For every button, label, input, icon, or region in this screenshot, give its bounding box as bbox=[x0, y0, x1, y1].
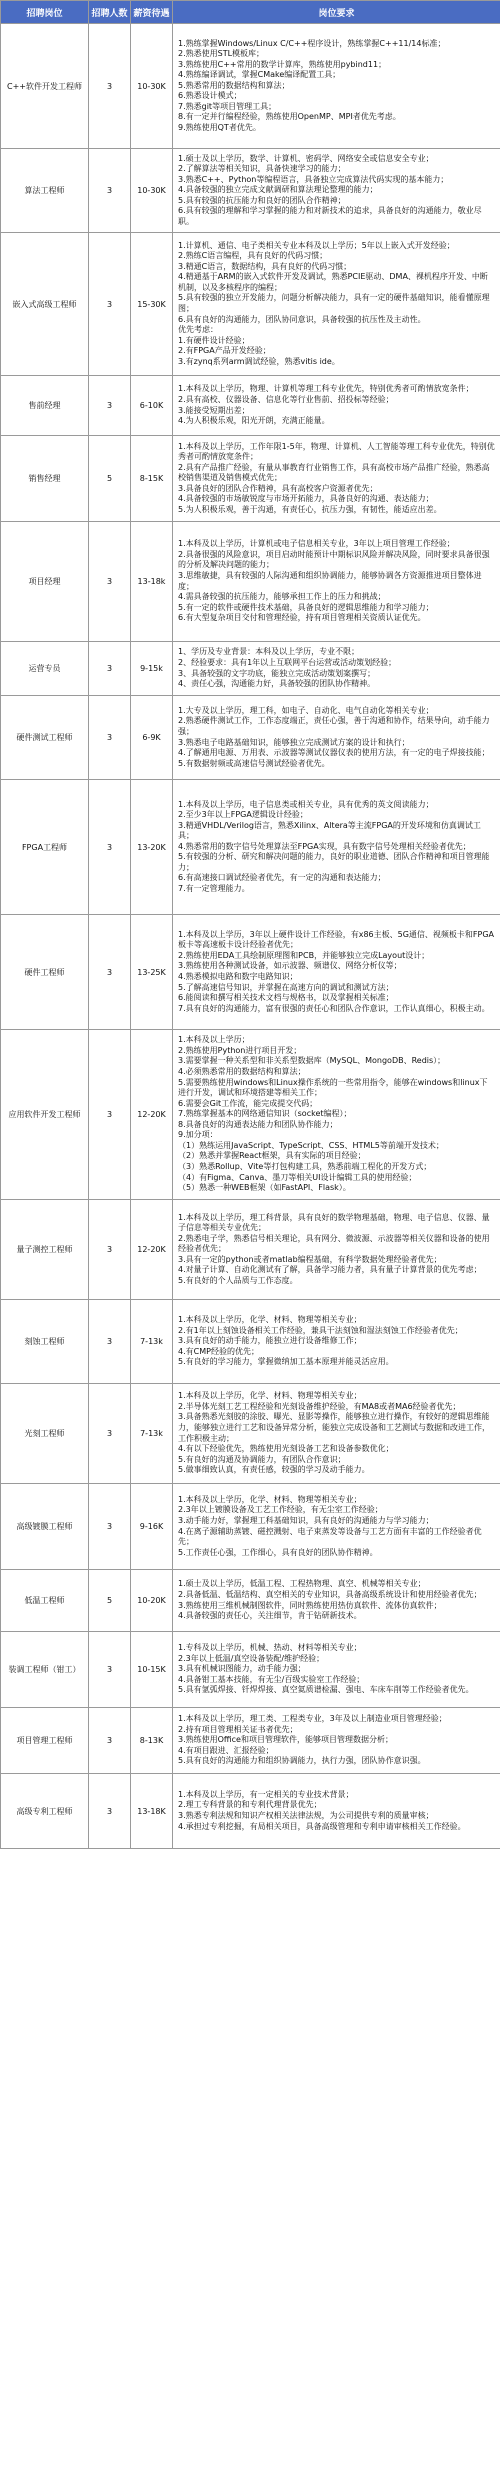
table-row bbox=[1, 376, 500, 436]
requirement-line: 1.本科及以上学历，计算机或电子信息相关专业，3年以上项目管理工作经验； bbox=[178, 539, 455, 549]
requirements-cell bbox=[173, 24, 500, 149]
requirement-line: 4.承担过专利挖掘，有局相关项目，具备高级管理和专利申请审核相关工作经验。 bbox=[178, 1821, 466, 1831]
requirement-line: 2、经验要求：具有1年以上互联网平台运营或活动策划经验； bbox=[178, 657, 397, 667]
requirement-line: 1.熟练掌握Windows/Linux C/C++程序设计，熟练掌握C++11/14标准； bbox=[178, 38, 446, 48]
requirement-line: 3.具有一定的python或者matlab编程基础，有科学数据处理经验者优先； bbox=[178, 1254, 442, 1264]
salary-cell: 12-20K bbox=[131, 1200, 173, 1300]
table-row bbox=[1, 1200, 500, 1300]
requirements-cell bbox=[173, 376, 500, 436]
position-cell: 装调工程师（钳工） bbox=[1, 1632, 89, 1708]
requirement-line: 5.具有较强的抗压能力和良好的团队合作精神； bbox=[178, 195, 346, 205]
requirement-line: 1.本科及以上学历，理工类、工程类专业，3年及以上制造业项目管理经验； bbox=[178, 1714, 447, 1724]
requirement-line: 优先考虑： bbox=[178, 325, 218, 335]
requirement-line: （5）熟悉一种WEB框架（如FastAPI、Flask）。 bbox=[178, 1183, 351, 1193]
count-cell: 3 bbox=[89, 24, 131, 149]
table-row bbox=[1, 1484, 500, 1570]
column-header-position: 招聘岗位 bbox=[1, 1, 89, 24]
requirement-line: 7.具有良好的沟通能力，富有很强的责任心和团队合作意识，工作认真细心，积极主动。 bbox=[178, 1003, 490, 1013]
table-row bbox=[1, 1632, 500, 1708]
position-cell: C++软件开发工程师 bbox=[1, 24, 89, 149]
position-cell: 低温工程师 bbox=[1, 1570, 89, 1632]
requirement-line: 3.精通VHDL/Verilog语言，熟悉Xilinx、Altera等主流FPGA的开发环境和仿真调试工具； bbox=[178, 820, 481, 841]
requirements-cell bbox=[173, 1384, 500, 1484]
requirement-line: 2.持有项目管理相关证书者优先； bbox=[178, 1724, 298, 1734]
count-cell: 3 bbox=[89, 522, 131, 642]
salary-cell: 10-30K bbox=[131, 149, 173, 233]
requirement-line: 4.具备较强的市场敏锐度与市场开拓能力，具备良好的沟通、表达能力； bbox=[178, 494, 434, 504]
position-cell: 算法工程师 bbox=[1, 149, 89, 233]
requirement-line: 2.半导体光刻工艺工程经验和光刻设备维护经验，有MA8或者MA6经验者优先； bbox=[178, 1401, 461, 1411]
requirement-line: 4.为人积极乐观，阳光开朗，充满正能量。 bbox=[178, 416, 330, 426]
count-cell: 3 bbox=[89, 780, 131, 915]
requirement-line: 3.具备良好的团队合作精神，具有高校客户资源者优先； bbox=[178, 483, 378, 493]
table-row bbox=[1, 24, 500, 149]
requirement-line: 2.熟练C语言编程，具有良好的代码习惯； bbox=[178, 251, 328, 261]
position-cell: 高级专利工程师 bbox=[1, 1774, 89, 1849]
requirement-line: 2.了解算法等相关知识，具备快速学习的能力； bbox=[178, 164, 346, 174]
salary-cell: 6-9K bbox=[131, 696, 173, 780]
requirement-line: 1、学历及专业背景：本科及以上学历，专业不限； bbox=[178, 647, 360, 657]
requirement-line: （3）熟悉Rollup、Vite等打包构建工具，熟悉前端工程化的开发方式； bbox=[178, 1161, 432, 1171]
requirement-line: 5.有良好的学习能力，掌握微纳加工基本原理并能灵活应用。 bbox=[178, 1357, 394, 1367]
column-header-salary: 薪资待遇 bbox=[131, 1, 173, 24]
requirements-cell bbox=[173, 1708, 500, 1774]
requirement-line: 1.本科及以上学历，化学、材料、物理等相关专业； bbox=[178, 1391, 362, 1401]
requirement-line: 5.有较强的分析、研究和解决问题的能力，良好的职业道德、团队合作精神和项目管理能力； bbox=[178, 852, 490, 872]
requirement-line: 4.对量子计算、自动化测试有了解，具备学习能力者，具有量子计算背景的优先考虑； bbox=[178, 1265, 482, 1275]
count-cell: 3 bbox=[89, 149, 131, 233]
table-row bbox=[1, 642, 500, 696]
requirement-line: 3.能接受短期出差； bbox=[178, 405, 250, 415]
requirements-cell bbox=[173, 522, 500, 642]
requirement-line: 4.熟悉模拟电路和数字电路知识； bbox=[178, 972, 298, 981]
requirements-cell bbox=[173, 1484, 500, 1570]
requirement-line: 1.专科及以上学历，机械、热动、材料等相关专业； bbox=[178, 1643, 362, 1653]
requirements-cell bbox=[173, 1030, 500, 1200]
requirement-line: 5.有一定的软件或硬件技术基础，具备良好的逻辑思维能力和学习能力； bbox=[178, 602, 434, 612]
count-cell: 3 bbox=[89, 1484, 131, 1570]
salary-cell: 13-20K bbox=[131, 780, 173, 915]
requirement-line: 3.熟练使用三维机械制图软件，同时熟练使用热仿真软件、流体仿真软件； bbox=[178, 1600, 442, 1610]
table-row bbox=[1, 1570, 500, 1632]
salary-cell: 12-20K bbox=[131, 1030, 173, 1200]
requirement-line: 3.熟练使用C++常用的数学计算库，熟练使用pybind11； bbox=[178, 59, 387, 69]
requirement-line: 4.具备钳工基本技能，有无尘/百级实验室工作经验； bbox=[178, 1674, 365, 1684]
requirement-line: 5.需要熟练使用windows和Linux操作系统的一些常用指令，能够在windows和linux下进行开发，调试和环境搭建等相关工作； bbox=[178, 1077, 488, 1098]
requirement-line: 3.需要掌握一种关系型和非关系型数据库（MySQL、MongoDB、Redis）； bbox=[178, 1056, 446, 1066]
requirement-line: 5.工作责任心强，工作细心，具有良好的团队协作精神。 bbox=[178, 1547, 378, 1557]
requirement-line: 2.3年以上镀膜设备及工艺工作经验，有无尘室工作经验； bbox=[178, 1505, 383, 1515]
requirement-line: 5.为人积极乐观，善于沟通，有责任心，抗压力强，有韧性，能适应出差。 bbox=[178, 504, 442, 514]
salary-cell: 10-15K bbox=[131, 1632, 173, 1708]
count-cell: 3 bbox=[89, 1200, 131, 1300]
table-row bbox=[1, 149, 500, 233]
salary-cell: 13-18k bbox=[131, 522, 173, 642]
requirement-line: 1.本科及以上学历，有一定相关的专业技术背景； bbox=[178, 1789, 354, 1799]
count-cell: 3 bbox=[89, 915, 131, 1030]
requirements-cell bbox=[173, 1570, 500, 1632]
requirements-cell bbox=[173, 696, 500, 780]
salary-cell: 8-15K bbox=[131, 436, 173, 522]
table-row bbox=[1, 1708, 500, 1774]
requirement-line: 4.有以下经验优先，熟练使用光刻设备工艺和设备参数优化； bbox=[178, 1444, 394, 1454]
requirement-line: 2.具备低温、低温结构、真空相关的专业知识，具备高级系统设计和使用经验者优先； bbox=[178, 1589, 482, 1599]
table-row bbox=[1, 1030, 500, 1200]
requirement-line: 4.有CMP经验的优先； bbox=[178, 1346, 259, 1356]
table-body bbox=[1, 24, 500, 1849]
position-cell: 刻蚀工程师 bbox=[1, 1300, 89, 1384]
count-cell: 3 bbox=[89, 696, 131, 780]
table-row bbox=[1, 696, 500, 780]
table-row bbox=[1, 522, 500, 642]
column-header-requirements: 岗位要求 bbox=[173, 1, 500, 24]
count-cell: 3 bbox=[89, 1708, 131, 1774]
requirement-line: 2.熟练使用EDA工具绘制原理图和PCB，并能够独立完成Layout设计； bbox=[178, 950, 430, 960]
requirement-line: 1.本科及以上学历，3年以上硬件设计工作经验，有x86主板、5G通信、视频板卡和FPGA板卡等高速板卡设计经验者优先； bbox=[178, 929, 495, 950]
requirement-line: 5.了解高速信号知识，并掌握在高速方向的调试和测试方法； bbox=[178, 982, 394, 992]
position-cell: 运营专员 bbox=[1, 642, 89, 696]
requirement-line: 4.需具备较强的抗压能力，能够承担工作上的压力和挑战； bbox=[178, 592, 386, 602]
requirement-line: 1.本科及以上学历，工作年限1-5年，物理、计算机、人工智能等理工科专业优先，特别优秀者可酌情放宽条件； bbox=[178, 441, 495, 462]
salary-cell: 7-13k bbox=[131, 1384, 173, 1484]
requirement-line: 1.本科及以上学历，物理、计算机等理工科专业优先，特别优秀者可酌情放宽条件； bbox=[178, 384, 474, 394]
salary-cell: 8-13K bbox=[131, 1708, 173, 1774]
requirement-line: 7.熟练掌握基本的网络通信知识（socket编程）； bbox=[178, 1109, 352, 1119]
requirement-line: 3.熟悉C++、Python等编程语言，具备独立完成算法代码实现的基本能力； bbox=[178, 174, 449, 184]
requirement-line: 4.熟练编译调试，掌握CMake编译配置工具； bbox=[178, 70, 341, 80]
requirement-line: 4.必须熟悉常用的数据结构和算法； bbox=[178, 1067, 306, 1077]
salary-cell: 9-16K bbox=[131, 1484, 173, 1570]
requirements-cell bbox=[173, 1200, 500, 1300]
requirement-line: 1.本科及以上学历，电子信息类或相关专业，具有优秀的英文阅读能力； bbox=[178, 799, 434, 809]
requirement-line: 2.熟悉使用STL模板库； bbox=[178, 49, 265, 59]
count-cell: 5 bbox=[89, 1570, 131, 1632]
requirements-cell bbox=[173, 233, 500, 376]
requirement-line: 5.具有良好的沟通能力和组织协调能力，执行力强，团队协作意识强。 bbox=[178, 1756, 426, 1766]
requirement-line: 5.有良好的个人品质与工作态度。 bbox=[178, 1275, 298, 1285]
requirement-line: 1.有硬件设计经验； bbox=[178, 335, 250, 345]
requirement-line: 2.熟悉硬件测试工作，工作态度端正，责任心强，善于沟通和协作，结果导向，动手能力强； bbox=[178, 716, 490, 736]
salary-cell: 10-30K bbox=[131, 24, 173, 149]
requirements-cell bbox=[173, 436, 500, 522]
requirement-line: 9.熟练使用QT者优先。 bbox=[178, 122, 261, 132]
requirement-line: 6.需要会Git工作流，能完成提交代码； bbox=[178, 1098, 318, 1108]
requirement-line: 5.熟悉常用的数据结构和算法； bbox=[178, 80, 290, 90]
table-row bbox=[1, 436, 500, 522]
requirement-line: 2.具备很强的风险意识，项目启动时能预计中期标识风险并解决风险，同时要求具备很强的分析及解决问题的能力； bbox=[178, 549, 490, 570]
count-cell: 3 bbox=[89, 1300, 131, 1384]
requirement-line: 5.具有氩弧焊接、钎焊焊接、真空氦质谱检漏、强电、车床车削等工作经验者优先。 bbox=[178, 1685, 474, 1695]
requirements-cell bbox=[173, 1300, 500, 1384]
requirements-cell bbox=[173, 642, 500, 696]
salary-cell: 10-20K bbox=[131, 1570, 173, 1632]
position-cell: 售前经理 bbox=[1, 376, 89, 436]
count-cell: 3 bbox=[89, 642, 131, 696]
requirement-line: 2.有FPGA产品开发经验； bbox=[178, 346, 271, 356]
requirement-line: （4）有Figma、Canva、墨刀等相关UI设计编辑工具的使用经验； bbox=[178, 1172, 417, 1182]
requirements-cell bbox=[173, 149, 500, 233]
requirement-line: 1.硕士及以上学历，数学、计算机、密码学、网络安全或信息安全专业； bbox=[178, 153, 434, 163]
requirement-line: 6.有高速接口调试经验者优先，有一定的沟通和表达能力； bbox=[178, 873, 386, 883]
requirement-line: 6.能阅读和撰写相关技术文档与规格书，以及掌握相关标准； bbox=[178, 993, 394, 1003]
requirement-line: （2）熟悉并掌握React框架，具有实际的项目经验； bbox=[178, 1151, 366, 1161]
table-row bbox=[1, 1774, 500, 1849]
requirements-cell bbox=[173, 780, 500, 915]
salary-cell: 13-25K bbox=[131, 915, 173, 1030]
requirement-line: 7.熟悉git等项目管理工具； bbox=[178, 101, 277, 111]
position-cell: 项目管理工程师 bbox=[1, 1708, 89, 1774]
requirement-line: 3.熟悉专利法规和知识产权相关法律法规，为公司提供专利的质量审核； bbox=[178, 1811, 434, 1820]
requirement-line: 3.熟悉电子电路基础知识，能够独立完成测试方案的设计和执行； bbox=[178, 737, 410, 747]
position-cell: 应用软件开发工程师 bbox=[1, 1030, 89, 1200]
requirement-line: 4.在离子源辅助蒸镀、磁控溅射、电子束蒸发等设备与工艺方面有丰富的工作经验者优先； bbox=[178, 1526, 482, 1547]
requirement-line: 1.本科及以上学历，理工科背景，具有良好的数学物理基础，物理、电子信息、仪器、量子信息等相关专业优先； bbox=[178, 1212, 490, 1233]
table-row bbox=[1, 1300, 500, 1384]
requirement-line: 3.思维敏捷，具有较强的人际沟通和组织协调能力，能够协调各方资源推进项目整体进度； bbox=[178, 570, 482, 591]
requirement-line: 4、责任心强，沟通能力好，具备较强的团队协作精神。 bbox=[178, 679, 376, 689]
requirement-line: 5.有良好的沟通及协调能力，有团队合作意识； bbox=[178, 1454, 346, 1464]
requirement-line: 3.有zynq系列arm调试经验，熟悉vitis ide。 bbox=[178, 356, 340, 366]
requirement-line: 9.加分项： bbox=[178, 1130, 218, 1140]
table-row bbox=[1, 915, 500, 1030]
requirement-line: 6.有大型复杂项目交付和管理经验，持有项目管理相关资质认证优先。 bbox=[178, 613, 426, 623]
position-cell: 项目经理 bbox=[1, 522, 89, 642]
table-row bbox=[1, 1384, 500, 1484]
position-cell: 销售经理 bbox=[1, 436, 89, 522]
count-cell: 5 bbox=[89, 436, 131, 522]
requirement-line: 7.有一定管理能力。 bbox=[178, 883, 250, 893]
requirements-cell bbox=[173, 1774, 500, 1849]
salary-cell: 15-30K bbox=[131, 233, 173, 376]
position-cell: 量子测控工程师 bbox=[1, 1200, 89, 1300]
requirement-line: （1）熟练运用JavaScript、TypeScript、CSS、HTML5等前端开发技术； bbox=[178, 1140, 444, 1150]
requirement-line: 2.具有高校、仪器设备、信息化等行业售前、招投标等经验； bbox=[178, 394, 394, 404]
requirement-line: 1.硕士及以上学历，低温工程、工程热物理、真空、机械等相关专业； bbox=[178, 1579, 426, 1589]
requirement-line: 3.具备熟悉光刻胶的涂胶、曝光、显影等操作，能够独立进行操作，有较好的逻辑思维能力，能够独立进行工艺和设备异常分析，能独立完成设备和工艺测试与数据和改进工作，工作积极主动； bbox=[178, 1412, 490, 1443]
requirement-line: 6.具有较强的理解和学习掌握的能力和对新技术的追求，具备良好的沟通能力，敬业尽职。 bbox=[178, 206, 482, 226]
requirement-line: 4.有项目跟进、汇报经验； bbox=[178, 1745, 274, 1755]
requirement-line: 8.具备良好的沟通表达能力和团队协作能力； bbox=[178, 1119, 338, 1129]
requirement-line: 3.动手能力好，掌握理工科基础知识，具有良好的沟通能力与学习能力； bbox=[178, 1515, 434, 1525]
salary-cell: 6-10K bbox=[131, 376, 173, 436]
requirement-line: 4.了解通用电源、万用表、示波器等测试仪器仪表的使用方法，有一定的电子焊接技能； bbox=[178, 748, 490, 758]
requirement-line: 5.做事细致认真，有责任感，较强的学习及动手能力。 bbox=[178, 1465, 370, 1475]
position-cell: 嵌入式高级工程师 bbox=[1, 233, 89, 376]
position-cell: 高级镀膜工程师 bbox=[1, 1484, 89, 1570]
requirement-line: 2.熟悉电子学，熟悉信号相关理论，具有网分、微波源、示波器等相关仪器和设备的使用经验者优先； bbox=[178, 1233, 490, 1254]
requirement-line: 3.熟练使用各种测试设备，如示波器、频谱仪、网络分析仪等； bbox=[178, 961, 402, 971]
count-cell: 3 bbox=[89, 1384, 131, 1484]
requirement-line: 3、具备较强的文字功底，能独立完成活动策划案撰写； bbox=[178, 668, 376, 678]
requirements-cell bbox=[173, 1632, 500, 1708]
position-cell: 硬件测试工程师 bbox=[1, 696, 89, 780]
requirement-line: 5.有数据射频或高速信号测试经验者优先。 bbox=[178, 758, 330, 768]
requirements-cell bbox=[173, 915, 500, 1030]
requirement-line: 2.3年以上低温/真空设备装配/维护经验； bbox=[178, 1653, 325, 1663]
position-cell: 硬件工程师 bbox=[1, 915, 89, 1030]
requirement-line: 2.熟练使用Python进行项目开发； bbox=[178, 1045, 302, 1055]
salary-cell: 13-18K bbox=[131, 1774, 173, 1849]
position-cell: 光刻工程师 bbox=[1, 1384, 89, 1484]
requirement-line: 1.大专及以上学历，理工科，如电子、自动化、电气自动化等相关专业； bbox=[178, 705, 434, 715]
requirement-line: 1.本科及以上学历，化学、材料、物理等相关专业； bbox=[178, 1315, 362, 1325]
table-row bbox=[1, 233, 500, 376]
requirement-line: 3.具有机械识图能力，动手能力强； bbox=[178, 1664, 306, 1674]
requirement-line: 3.具有良好的动手能力，能独立进行设备维修工作； bbox=[178, 1336, 362, 1346]
requirement-line: 6.具有良好的沟通能力，团队协同意识，具备较强的抗压性及主动性。 bbox=[178, 314, 426, 324]
count-cell: 3 bbox=[89, 1632, 131, 1708]
requirement-line: 5.具有较强的独立开发能力，问题分析解决能力，具有一定的硬件基础知识，能看懂原理图； bbox=[178, 293, 490, 313]
requirement-line: 4.具备较强的独立完成文献调研和算法理论整理的能力； bbox=[178, 185, 378, 195]
requirement-line: 1.本科及以上学历，化学、材料、物理等相关专业； bbox=[178, 1494, 362, 1504]
requirement-line: 4.熟悉常用的数字信号处理算法至FPGA实现，具有数字信号处理相关经验者优先； bbox=[178, 841, 471, 851]
count-cell: 3 bbox=[89, 233, 131, 376]
count-cell: 3 bbox=[89, 376, 131, 436]
requirement-line: 3.精通C语言，数据结构，具有良好的代码习惯； bbox=[178, 261, 352, 271]
position-cell: FPGA工程师 bbox=[1, 780, 89, 915]
requirement-line: 2.具有产品推广经验，有量从事教育行业销售工作，具有高校市场产品推广经验，熟悉高校销售渠道及销售模式优先； bbox=[178, 462, 490, 483]
requirement-line: 6.熟悉设计模式； bbox=[178, 91, 242, 101]
salary-cell: 7-13k bbox=[131, 1300, 173, 1384]
requirement-line: 2.有1年以上刻蚀设备相关工作经验，兼具干法刻蚀和湿法刻蚀工作经验者优先； bbox=[178, 1325, 463, 1335]
requirement-line: 4.具备较强的责任心，关注细节，肯于钻研新技术。 bbox=[178, 1611, 362, 1621]
requirement-line: 2.至少3年以上FPGA逻辑设计经验； bbox=[178, 810, 308, 820]
requirement-line: 4.精通基于ARM的嵌入式软件开发及调试，熟悉PCIE驱动、DMA、裸机程序开发、中断机制，以及多核程序的编程； bbox=[178, 272, 488, 292]
requirement-line: 1.本科及以上学历； bbox=[178, 1035, 250, 1045]
salary-cell: 9-15k bbox=[131, 642, 173, 696]
column-header-count: 招聘人数 bbox=[89, 1, 131, 24]
table-header-row bbox=[1, 1, 500, 24]
requirement-line: 2.理工专科背景的和专利代理背景优先； bbox=[178, 1800, 322, 1810]
requirement-line: 8.有一定并行编程经验，熟练使用OpenMP、MPI者优先考虑。 bbox=[178, 112, 401, 122]
count-cell: 3 bbox=[89, 1030, 131, 1200]
requirement-line: 1.计算机、通信、电子类相关专业本科及以上学历；5年以上嵌入式开发经验； bbox=[178, 240, 455, 250]
table-row bbox=[1, 780, 500, 915]
count-cell: 3 bbox=[89, 1774, 131, 1849]
requirement-line: 3.熟练使用Office和项目管理软件，能够项目管理数据分析； bbox=[178, 1735, 393, 1745]
